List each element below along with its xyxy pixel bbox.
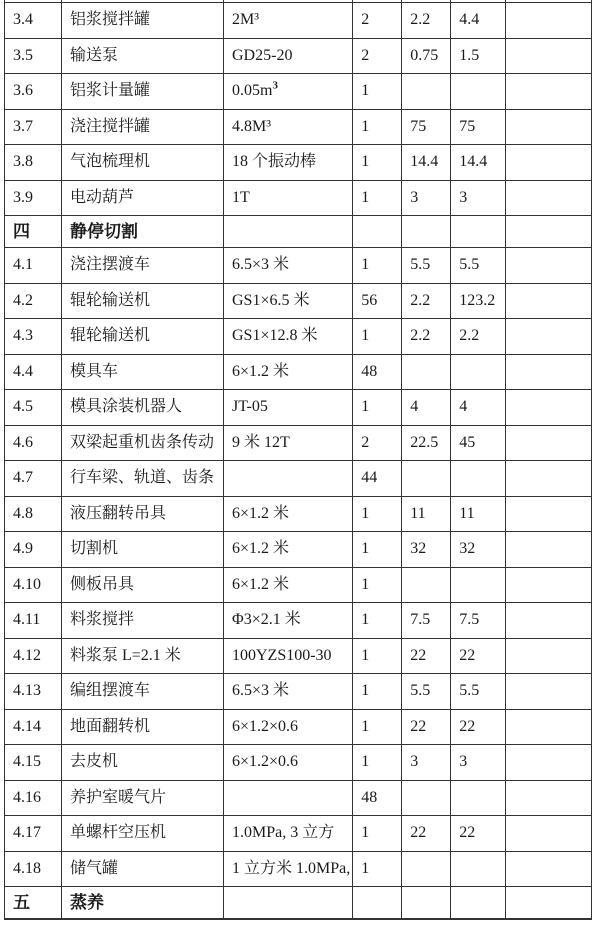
cell-spec: GS1×6.5 米 <box>224 283 353 319</box>
table-row <box>5 709 592 745</box>
table-row <box>5 674 592 710</box>
cell-total: 14.4 <box>451 145 506 181</box>
cell-note <box>506 851 592 887</box>
cell-power: 11 <box>402 496 451 532</box>
cell-name: 浇注搅拌罐 <box>62 109 224 145</box>
cell-seq: 五 <box>5 887 62 920</box>
table-row <box>5 638 592 674</box>
cell-total <box>451 354 506 390</box>
cell-spec: GS1×12.8 米 <box>224 319 353 355</box>
cell-power: 22.5 <box>402 425 451 461</box>
cell-qty: 1 <box>353 180 402 216</box>
cell-name: 气泡梳理机 <box>62 145 224 181</box>
cell-qty: 1 <box>353 603 402 639</box>
cell-qty: 1 <box>353 390 402 426</box>
cell-power: 2.2 <box>402 319 451 355</box>
cell-spec: 1.0MPa, 3 立方 <box>224 816 353 852</box>
cell-power <box>402 780 451 816</box>
cell-qty: 1 <box>353 709 402 745</box>
cell-note <box>506 180 592 216</box>
cell-qty: 1 <box>353 674 402 710</box>
cell-power: 3 <box>402 180 451 216</box>
table-row <box>5 38 592 74</box>
cell-name: 铝浆搅拌罐 <box>62 3 224 39</box>
section-row <box>5 216 592 248</box>
cell-note <box>506 3 592 39</box>
cell-note <box>506 461 592 497</box>
cell-name: 铝浆计量罐 <box>62 74 224 110</box>
cell-power: 0.75 <box>402 38 451 74</box>
cell-note <box>506 780 592 816</box>
cell-qty <box>353 887 402 920</box>
cell-note <box>506 390 592 426</box>
cell-qty: 1 <box>353 74 402 110</box>
cell-qty: 44 <box>353 461 402 497</box>
cell-qty: 1 <box>353 532 402 568</box>
cell-qty: 56 <box>353 283 402 319</box>
table-row <box>5 425 592 461</box>
cell-spec: 4.8M³ <box>224 109 353 145</box>
cell-total: 22 <box>451 638 506 674</box>
table-row <box>5 780 592 816</box>
cell-seq: 4.12 <box>5 638 62 674</box>
cell-seq: 3.9 <box>5 180 62 216</box>
cell-seq: 4.2 <box>5 283 62 319</box>
cell-power: 22 <box>402 816 451 852</box>
cell-power: 32 <box>402 532 451 568</box>
cell-seq: 4.17 <box>5 816 62 852</box>
cell-total: 32 <box>451 532 506 568</box>
cell-total: 45 <box>451 425 506 461</box>
cell-spec <box>224 74 353 110</box>
cell-note <box>506 283 592 319</box>
cell-name: 料浆搅拌 <box>62 603 224 639</box>
cell-seq: 3.5 <box>5 38 62 74</box>
cell-total: 4.4 <box>451 3 506 39</box>
cell-name: 辊轮输送机 <box>62 283 224 319</box>
table-row <box>5 603 592 639</box>
cell-spec <box>224 461 353 497</box>
cell-power <box>402 461 451 497</box>
table-row <box>5 496 592 532</box>
table-row <box>5 390 592 426</box>
cell-seq: 3.4 <box>5 3 62 39</box>
cell-total: 22 <box>451 816 506 852</box>
cell-spec: 6×1.2×0.6 <box>224 745 353 781</box>
cell-total <box>451 567 506 603</box>
cell-name: 地面翻转机 <box>62 709 224 745</box>
cell-note <box>506 38 592 74</box>
cell-spec: 18 个振动棒 <box>224 145 353 181</box>
cell-total: 5.5 <box>451 248 506 284</box>
cell-qty: 1 <box>353 638 402 674</box>
table-row <box>5 851 592 887</box>
cell-spec: JT-05 <box>224 390 353 426</box>
cell-name: 浇注摆渡车 <box>62 248 224 284</box>
cell-power: 14.4 <box>402 145 451 181</box>
cell-name: 输送泵 <box>62 38 224 74</box>
cell-seq: 3.6 <box>5 74 62 110</box>
cell-note <box>506 425 592 461</box>
cell-total: 123.2 <box>451 283 506 319</box>
cell-seq: 4.3 <box>5 319 62 355</box>
cell-qty: 2 <box>353 3 402 39</box>
cell-note <box>506 74 592 110</box>
cell-name: 侧板吊具 <box>62 567 224 603</box>
cell-spec: 9 米 12T <box>224 425 353 461</box>
cell-power <box>402 851 451 887</box>
cell-total: 2.2 <box>451 319 506 355</box>
cell-seq: 4.4 <box>5 354 62 390</box>
equipment-table <box>4 0 592 920</box>
cell-note <box>506 674 592 710</box>
table-row <box>5 3 592 39</box>
cell-qty: 2 <box>353 38 402 74</box>
cell-name: 单螺杆空压机 <box>62 816 224 852</box>
cell-power: 7.5 <box>402 603 451 639</box>
cell-name: 蒸养 <box>62 887 224 920</box>
cell-note <box>506 532 592 568</box>
cell-name: 静停切割 <box>62 216 224 248</box>
table-row <box>5 354 592 390</box>
cell-spec <box>224 780 353 816</box>
cell-total: 3 <box>451 745 506 781</box>
cell-note <box>506 248 592 284</box>
cell-qty: 48 <box>353 354 402 390</box>
cell-seq: 4.8 <box>5 496 62 532</box>
cell-note <box>506 354 592 390</box>
table-row <box>5 74 592 110</box>
cell-seq: 3.7 <box>5 109 62 145</box>
cell-spec: 6×1.2 米 <box>224 567 353 603</box>
cell-seq: 4.16 <box>5 780 62 816</box>
cell-spec: Φ3×2.1 米 <box>224 603 353 639</box>
cell-total: 5.5 <box>451 674 506 710</box>
cell-power: 3 <box>402 745 451 781</box>
cell-spec <box>224 216 353 248</box>
table-row <box>5 248 592 284</box>
cell-note <box>506 145 592 181</box>
cell-qty <box>353 216 402 248</box>
cell-total: 3 <box>451 180 506 216</box>
cell-power: 2.2 <box>402 283 451 319</box>
cell-spec: 6×1.2×0.6 <box>224 709 353 745</box>
cell-qty: 1 <box>353 248 402 284</box>
cell-spec: 1T <box>224 180 353 216</box>
cell-note <box>506 887 592 920</box>
cell-seq: 4.6 <box>5 425 62 461</box>
cell-power: 22 <box>402 638 451 674</box>
cell-total: 4 <box>451 390 506 426</box>
cell-note <box>506 109 592 145</box>
cell-spec: 6.5×3 米 <box>224 248 353 284</box>
superscript-3: 3 <box>272 79 278 92</box>
cell-name: 储气罐 <box>62 851 224 887</box>
table-row <box>5 532 592 568</box>
cell-name: 行车梁、轨道、齿条 <box>62 461 224 497</box>
cell-seq: 4.13 <box>5 674 62 710</box>
cell-total: 7.5 <box>451 603 506 639</box>
table-row <box>5 180 592 216</box>
table-row <box>5 816 592 852</box>
cell-power: 4 <box>402 390 451 426</box>
cell-spec: 100YZS100-30 <box>224 638 353 674</box>
cell-qty: 1 <box>353 319 402 355</box>
cell-spec: 6×1.2 米 <box>224 354 353 390</box>
cell-qty: 1 <box>353 496 402 532</box>
table-row <box>5 109 592 145</box>
table-row <box>5 283 592 319</box>
cell-qty: 1 <box>353 816 402 852</box>
cell-total <box>451 887 506 920</box>
cell-total <box>451 851 506 887</box>
table-row <box>5 745 592 781</box>
cell-seq: 4.10 <box>5 567 62 603</box>
cell-total: 75 <box>451 109 506 145</box>
table-row <box>5 145 592 181</box>
cell-note <box>506 496 592 532</box>
cell-name: 模具涂装机器人 <box>62 390 224 426</box>
cell-note <box>506 709 592 745</box>
cell-total: 1.5 <box>451 38 506 74</box>
cell-name: 料浆泵 L=2.1 米 <box>62 638 224 674</box>
cell-name: 编组摆渡车 <box>62 674 224 710</box>
cell-total: 11 <box>451 496 506 532</box>
cell-total <box>451 461 506 497</box>
cell-name: 液压翻转吊具 <box>62 496 224 532</box>
cell-spec: 6×1.2 米 <box>224 496 353 532</box>
cell-power <box>402 216 451 248</box>
cell-power: 5.5 <box>402 674 451 710</box>
cell-total <box>451 216 506 248</box>
table-row <box>5 567 592 603</box>
cell-spec: 6.5×3 米 <box>224 674 353 710</box>
cell-power <box>402 74 451 110</box>
spec-text: 0.05m <box>232 82 273 100</box>
cell-seq: 4.1 <box>5 248 62 284</box>
cell-note <box>506 603 592 639</box>
cell-note <box>506 216 592 248</box>
cell-spec <box>224 887 353 920</box>
cell-name: 双梁起重机齿条传动 <box>62 425 224 461</box>
section-row <box>5 887 592 920</box>
cell-qty: 1 <box>353 745 402 781</box>
cell-name: 切割机 <box>62 532 224 568</box>
cell-qty: 1 <box>353 851 402 887</box>
cell-note <box>506 638 592 674</box>
cell-power: 22 <box>402 709 451 745</box>
cell-name: 养护室暖气片 <box>62 780 224 816</box>
cell-name: 辊轮输送机 <box>62 319 224 355</box>
table-row <box>5 461 592 497</box>
cell-power <box>402 567 451 603</box>
cell-spec: 6×1.2 米 <box>224 532 353 568</box>
cell-qty: 48 <box>353 780 402 816</box>
cell-power <box>402 354 451 390</box>
cell-name: 去皮机 <box>62 745 224 781</box>
cell-qty: 1 <box>353 145 402 181</box>
cell-qty: 1 <box>353 109 402 145</box>
cell-seq: 3.8 <box>5 145 62 181</box>
cell-power <box>402 887 451 920</box>
cell-note <box>506 745 592 781</box>
cell-seq: 4.7 <box>5 461 62 497</box>
cell-power: 2.2 <box>402 3 451 39</box>
cell-seq: 4.15 <box>5 745 62 781</box>
cell-seq: 4.9 <box>5 532 62 568</box>
cell-qty: 2 <box>353 425 402 461</box>
cell-qty: 1 <box>353 567 402 603</box>
table-row <box>5 319 592 355</box>
cell-name: 电动葫芦 <box>62 180 224 216</box>
cell-total <box>451 74 506 110</box>
cell-seq: 4.11 <box>5 603 62 639</box>
cell-total: 22 <box>451 709 506 745</box>
equipment-table-body <box>5 0 592 919</box>
cell-seq: 4.5 <box>5 390 62 426</box>
cell-power: 5.5 <box>402 248 451 284</box>
cell-name: 模具车 <box>62 354 224 390</box>
cell-note <box>506 567 592 603</box>
cell-note <box>506 319 592 355</box>
cell-note <box>506 816 592 852</box>
cell-seq: 4.18 <box>5 851 62 887</box>
cell-power: 75 <box>402 109 451 145</box>
cell-spec: 1 立方米 1.0MPa, <box>224 851 353 887</box>
cell-seq: 4.14 <box>5 709 62 745</box>
cell-total <box>451 780 506 816</box>
cell-spec: GD25-20 <box>224 38 353 74</box>
cell-spec: 2M³ <box>224 3 353 39</box>
cell-seq: 四 <box>5 216 62 248</box>
